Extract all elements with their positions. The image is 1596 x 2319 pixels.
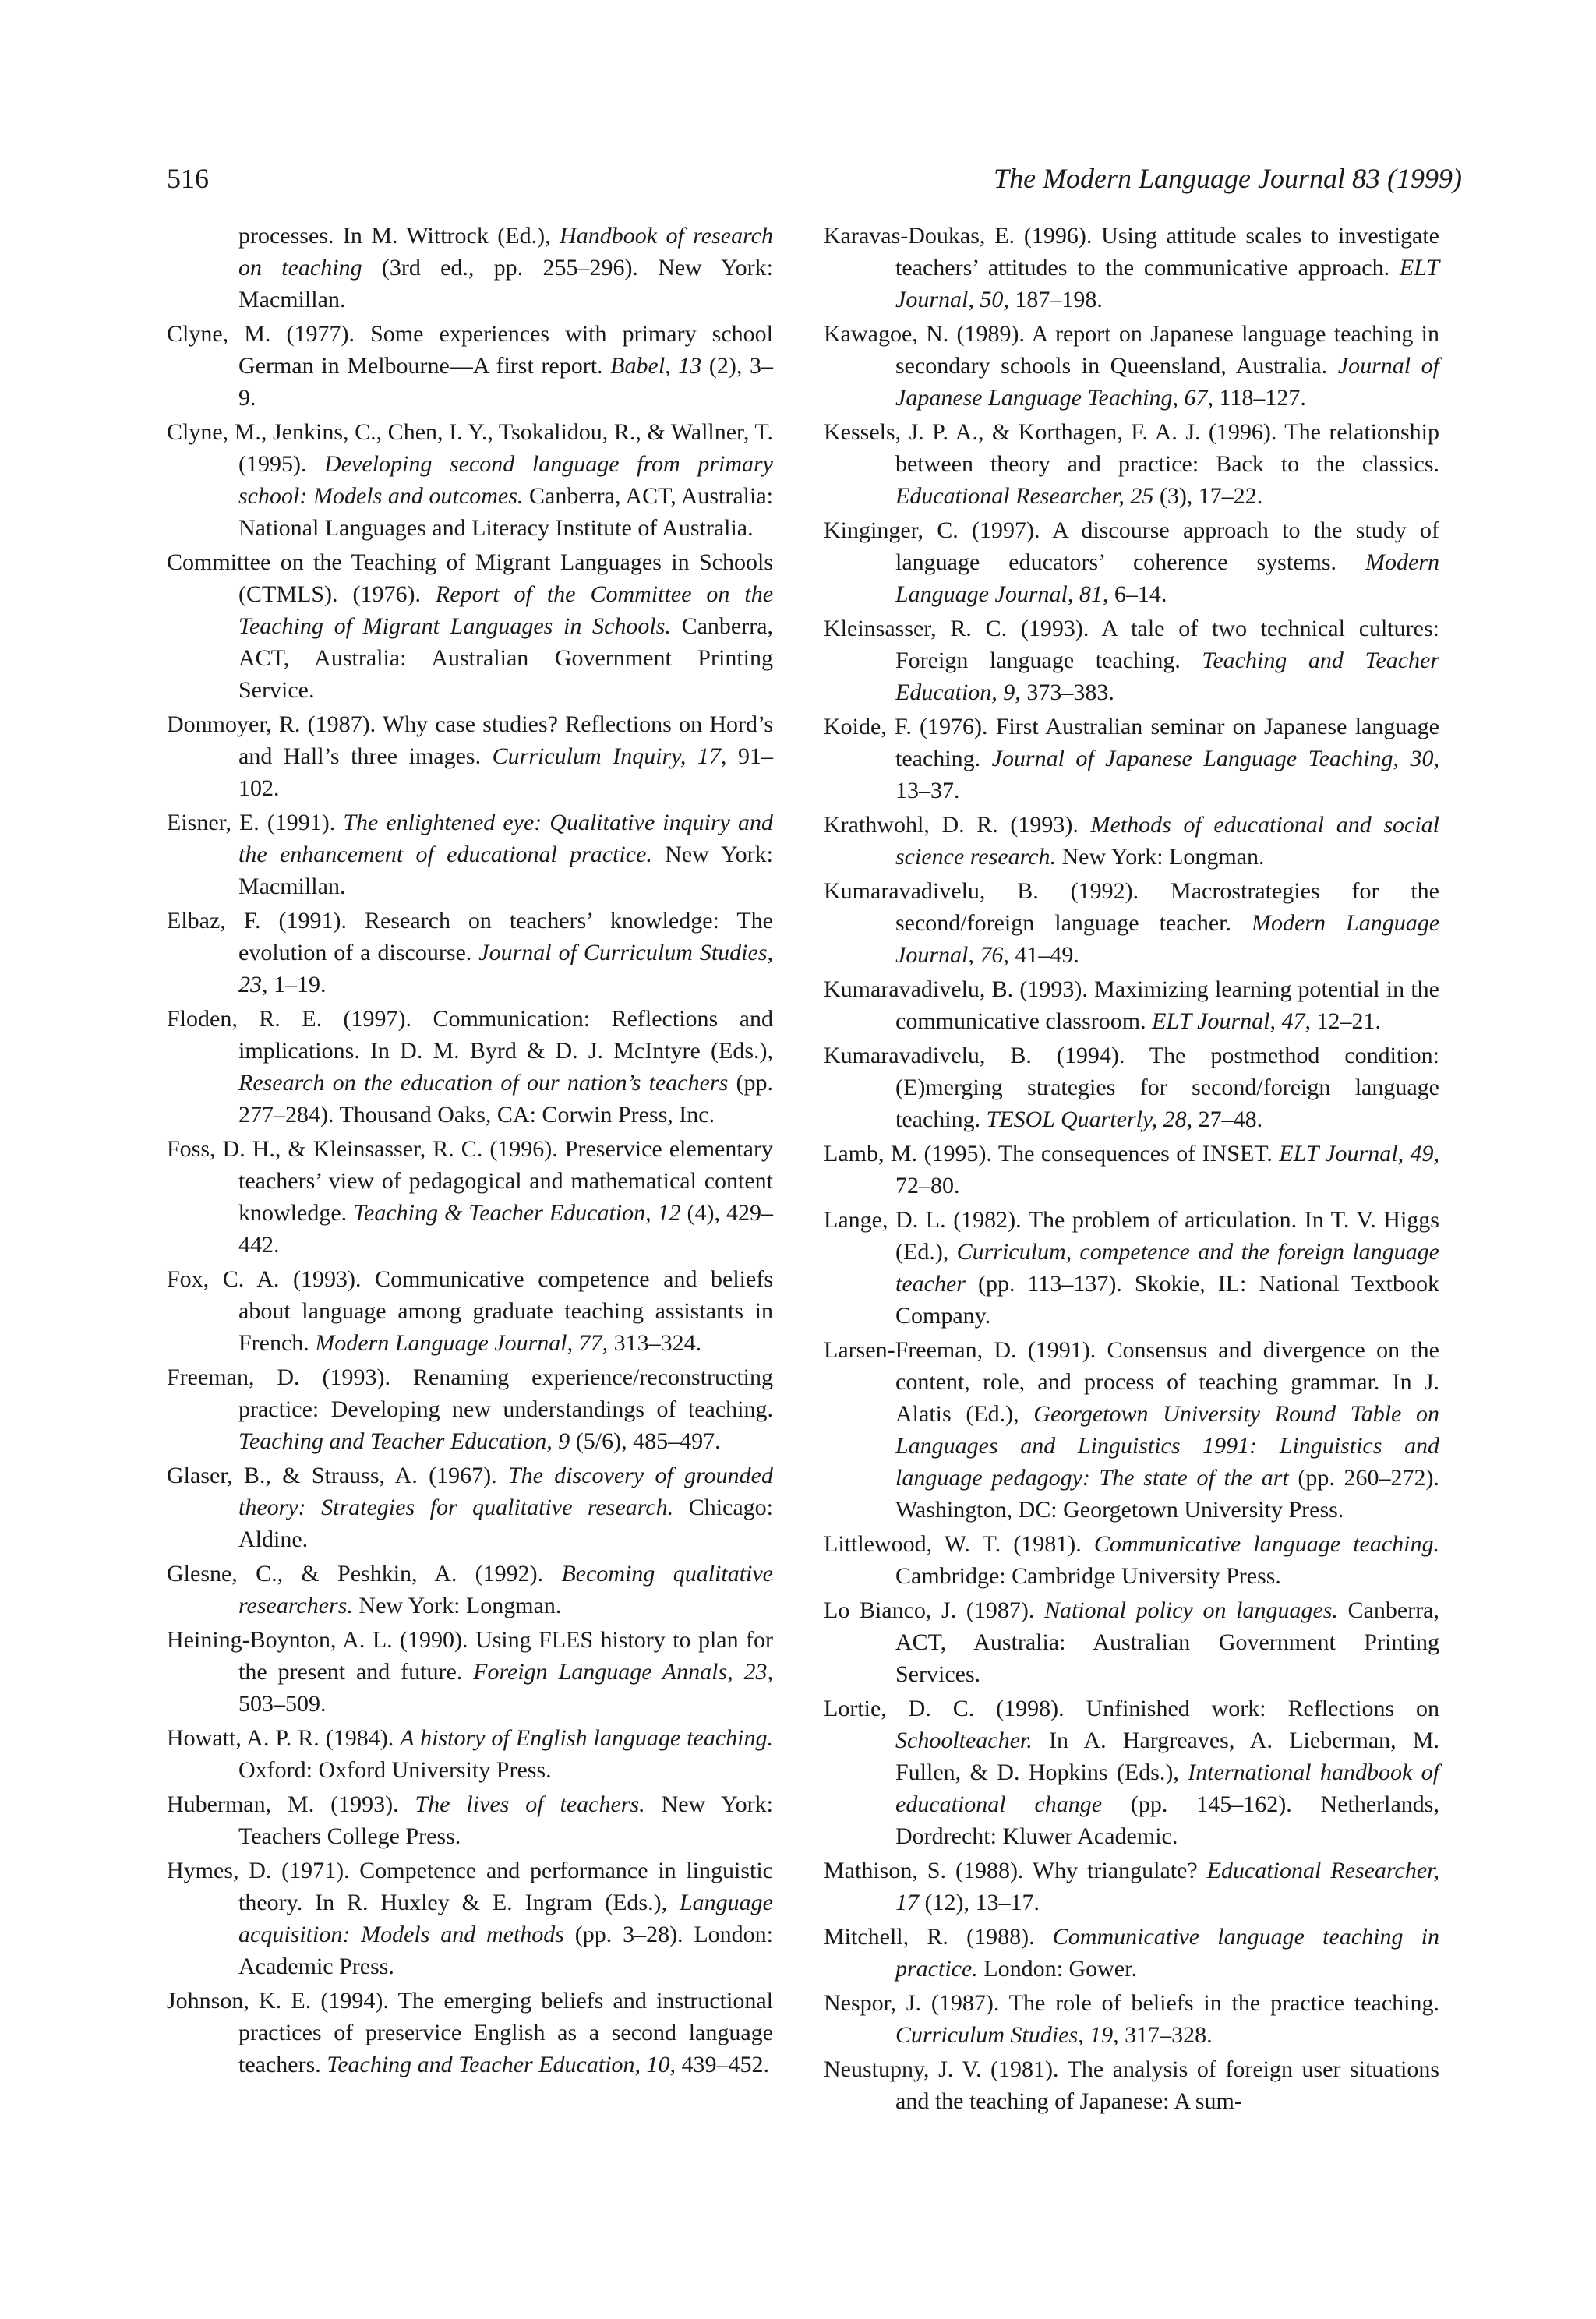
reference-text: Committee on the Teaching of Migrant Languages in Schools (CTMLS). (1976).	[167, 549, 773, 607]
reference-title: Modern Language Journal, 76,	[895, 910, 1440, 968]
reference-text: New York: Macmillan.	[238, 842, 773, 899]
reference-text: Hymes, D. (1971). Competence and performance in linguistic theory. In R. Huxley & E. Ingram (Eds.),	[167, 1858, 773, 1915]
reference-text: Kessels, J. P. A., & Korthagen, F. A. J. (1996). The relationship between theory and practice: Back to the classics.	[824, 419, 1439, 477]
reference-text: 187–198.	[1008, 287, 1103, 312]
reference-text: In A. Hargreaves, A. Lieberman, M. Fullen, & D. Hopkins (Eds.),	[895, 1728, 1439, 1785]
reference-title: Teaching and Teacher Education, 10,	[327, 2052, 676, 2077]
reference-entry	[167, 1460, 773, 1555]
reference-entry	[167, 220, 773, 316]
reference-text: Kinginger, C. (1997). A discourse approach to the study of language educators’ coherence systems.	[824, 517, 1439, 575]
reference-text: Littlewood, W. T. (1981).	[824, 1531, 1094, 1557]
reference-text: 41–49.	[1008, 942, 1079, 968]
reference-text: (pp. 145–162). Netherlands, Dordrecht: Kluwer Academic.	[895, 1791, 1439, 1849]
reference-entry	[824, 1987, 1439, 2051]
reference-entry	[167, 1722, 773, 1786]
reference-text: Eisner, E. (1991).	[167, 810, 344, 835]
reference-text: (3rd ed., pp. 255–296). New York: Macmillan.	[238, 255, 773, 312]
reference-title: Handbook of research on teaching	[238, 223, 773, 281]
reference-entry	[167, 1985, 773, 2081]
reference-entry	[167, 1133, 773, 1261]
reference-text: Krathwohl, D. R. (1993).	[824, 812, 1091, 838]
reference-text: 6–14.	[1108, 581, 1167, 607]
reference-title: International handbook of educational change	[895, 1760, 1439, 1817]
reference-entry	[824, 220, 1439, 316]
reference-title: Journal of Curriculum Studies, 23,	[238, 940, 773, 997]
reference-text: (pp. 113–137). Skokie, IL: National Textbook Company.	[895, 1271, 1439, 1329]
reference-text: Lamb, M. (1995). The consequences of INSET.	[824, 1141, 1280, 1167]
reference-entry	[824, 1594, 1439, 1690]
page-header	[167, 162, 1462, 201]
reference-text: Foss, D. H., & Kleinsasser, R. C. (1996). Preservice elementary teachers’ view of pedagogical and mathematical content knowledge.	[167, 1136, 773, 1226]
reference-text: Heining-Boynton, A. L. (1990). Using FLES history to plan for the present and future.	[167, 1627, 773, 1685]
reference-title: Methods of educational and social science research.	[895, 812, 1439, 870]
reference-text: Chicago: Aldine.	[238, 1495, 773, 1552]
reference-text: Elbaz, F. (1991). Research on teachers’ knowledge: The evolution of a discourse.	[167, 908, 773, 965]
reference-text: (3), 17–22.	[1153, 483, 1263, 509]
reference-text: Clyne, M. (1977). Some experiences with primary school German in Melbourne—A first report.	[167, 321, 773, 379]
reference-text: Howatt, A. P. R. (1984).	[167, 1725, 401, 1751]
reference-text: Mathison, S. (1988). Why triangulate?	[824, 1858, 1207, 1883]
reference-title: Research on the education of our nation’s teachers	[238, 1070, 729, 1096]
reference-entry	[167, 1624, 773, 1720]
reference-text: (pp. 277–284). Thousand Oaks, CA: Corwin Press, Inc.	[238, 1070, 773, 1128]
reference-entry	[167, 416, 773, 544]
reference-text: 13–37.	[895, 778, 960, 803]
reference-text: Freeman, D. (1993). Renaming experience/reconstructing practice: Developing new understandings of teaching.	[167, 1364, 773, 1422]
reference-text: New York: Longman.	[1056, 844, 1265, 870]
reference-text: processes. In M. Wittrock (Ed.),	[238, 223, 560, 249]
reference-entry	[824, 1528, 1439, 1592]
reference-entry	[824, 1692, 1439, 1852]
reference-entry	[824, 711, 1439, 807]
reference-title: Curriculum Inquiry, 17,	[492, 743, 727, 769]
reference-text: Kleinsasser, R. C. (1993). A tale of two technical cultures: Foreign language teaching.	[824, 616, 1439, 673]
reference-title: Babel, 13	[610, 353, 702, 379]
reference-title: Journal of Japanese Language Teaching, 67,	[895, 353, 1439, 411]
reference-text: Kumaravadivelu, B. (1993). Maximizing learning potential in the communicative classroom.	[824, 976, 1439, 1034]
page-number: 516	[167, 163, 209, 194]
references-left-column	[167, 220, 773, 2083]
reference-title: Educational Researcher, 17	[895, 1858, 1439, 1915]
reference-text: Canberra, ACT, Australia: Australian Government Printing Services.	[895, 1597, 1439, 1687]
reference-text: 373–383.	[1020, 679, 1114, 705]
references-right-column	[824, 220, 1439, 2120]
reference-text: Karavas-Doukas, E. (1996). Using attitude scales to investigate teachers’ attitudes to the communicative approach.	[824, 223, 1439, 281]
reference-title: Developing second language from primary school: Models and outcomes.	[238, 451, 773, 509]
reference-text: (4), 429–442.	[238, 1200, 773, 1258]
reference-text: Oxford: Oxford University Press.	[238, 1757, 552, 1783]
reference-title: Educational Researcher, 25	[895, 483, 1154, 509]
reference-text: Neustupny, J. V. (1981). The analysis of foreign user situations and the teaching of Japanese: A sum-	[824, 2056, 1439, 2114]
reference-text: Nespor, J. (1987). The role of beliefs in the practice teaching.	[824, 1990, 1439, 2016]
reference-text: 12–21.	[1310, 1008, 1381, 1034]
reference-text: Johnson, K. E. (1994). The emerging beliefs and instructional practices of preservice English as a second language teachers.	[167, 1988, 773, 2077]
reference-title: ELT Journal, 49,	[1279, 1141, 1439, 1167]
reference-title: Teaching & Teacher Education, 12	[353, 1200, 681, 1226]
reference-text: London: Gower.	[977, 1956, 1137, 1982]
reference-entry	[824, 1855, 1439, 1918]
reference-title: The enlightened eye: Qualitative inquiry and the enhancement of educational practice.	[238, 810, 773, 867]
reference-text: 91–102.	[238, 743, 773, 801]
reference-text: Glesne, C., & Peshkin, A. (1992).	[167, 1561, 562, 1587]
reference-text: Lortie, D. C. (1998). Unfinished work: Reflections on	[824, 1696, 1439, 1721]
reference-title: Teaching and Teacher Education, 9	[238, 1428, 570, 1454]
reference-text: 317–328.	[1118, 2022, 1213, 2048]
reference-title: Modern Language Journal, 81,	[895, 549, 1439, 607]
reference-title: Curriculum Studies, 19,	[895, 2022, 1119, 2048]
reference-entry	[824, 1039, 1439, 1135]
reference-text: Glaser, B., & Strauss, A. (1967).	[167, 1463, 508, 1488]
reference-entry	[824, 612, 1439, 708]
reference-entry	[824, 809, 1439, 873]
reference-text: 27–48.	[1192, 1107, 1263, 1132]
reference-text: 118–127.	[1213, 385, 1306, 411]
reference-entry	[824, 1138, 1439, 1202]
reference-text: Larsen-Freeman, D. (1991). Consensus and divergence on the content, role, and process of teaching grammar. In J. Alatis (Ed.),	[824, 1337, 1439, 1427]
reference-text: Clyne, M., Jenkins, C., Chen, I. Y., Tsokalidou, R., & Wallner, T. (1995).	[167, 419, 773, 477]
reference-text: Canberra, ACT, Australia: Australian Government Printing Service.	[238, 613, 774, 703]
reference-entry	[824, 514, 1439, 610]
reference-text: (pp. 3–28). London: Academic Press.	[238, 1922, 773, 1979]
reference-text: Koide, F. (1976). First Australian seminar on Japanese language teaching.	[824, 714, 1439, 771]
reference-title: Communicative language teaching.	[1093, 1531, 1439, 1557]
reference-entry	[167, 1558, 773, 1622]
reference-entry	[167, 1263, 773, 1359]
running-head: The Modern Language Journal 83 (1999)	[994, 163, 1462, 194]
reference-text: 1–19.	[267, 972, 327, 997]
reference-text: Mitchell, R. (1988).	[824, 1924, 1053, 1950]
reference-text: Kumaravadivelu, B. (1992). Macrostrategies for the second/foreign language teacher.	[824, 878, 1439, 936]
reference-entry	[824, 875, 1439, 971]
reference-title: Georgetown University Round Table on Languages and Linguistics 1991: Linguistics and language pedagogy: The state of the art	[895, 1401, 1440, 1491]
reference-title: Schoolteacher.	[895, 1728, 1033, 1753]
reference-title: Becoming qualitative researchers.	[238, 1561, 773, 1618]
reference-title: ELT Journal, 50,	[895, 255, 1439, 312]
reference-entry	[824, 1334, 1439, 1526]
reference-title: Communicative language teaching in practice.	[895, 1924, 1439, 1982]
reference-entry	[167, 1361, 773, 1457]
reference-title: ELT Journal, 47,	[1152, 1008, 1311, 1034]
reference-entry	[167, 1003, 773, 1131]
reference-entry	[824, 2053, 1439, 2117]
reference-title: Journal of Japanese Language Teaching, 30,	[991, 746, 1439, 771]
reference-entry	[824, 416, 1439, 512]
reference-title: Foreign Language Annals, 23,	[473, 1659, 773, 1685]
reference-text: Canberra, ACT, Australia: National Languages and Literacy Institute of Australia.	[238, 483, 774, 541]
reference-text: Floden, R. E. (1997). Communication: Reflections and implications. In D. M. Byrd & D. J. McIntyre (Eds.),	[167, 1006, 773, 1064]
reference-entry	[167, 1788, 773, 1852]
reference-title: The discovery of grounded theory: Strategies for qualitative research.	[238, 1463, 773, 1520]
reference-title: Curriculum, competence and the foreign language teacher	[895, 1239, 1440, 1297]
reference-entry	[824, 318, 1439, 414]
reference-entry	[824, 1921, 1439, 1985]
reference-entry	[167, 807, 773, 902]
reference-text: (5/6), 485–497.	[570, 1428, 721, 1454]
reference-text: Lo Bianco, J. (1987).	[824, 1597, 1044, 1623]
reference-text: 503–509.	[238, 1691, 327, 1717]
reference-entry	[167, 708, 773, 804]
reference-entry	[167, 318, 773, 414]
reference-text: 313–324.	[608, 1330, 702, 1356]
reference-title: National policy on languages.	[1043, 1597, 1338, 1623]
reference-text: Cambridge: Cambridge University Press.	[895, 1563, 1281, 1589]
reference-entry	[167, 546, 773, 706]
reference-title: Modern Language Journal, 77,	[315, 1330, 609, 1356]
reference-text: (2), 3–9.	[238, 353, 774, 411]
reference-text: Huberman, M. (1993).	[167, 1791, 415, 1817]
reference-text: Kawagoe, N. (1989). A report on Japanese language teaching in secondary schools in Queensland, Australia.	[824, 321, 1439, 379]
reference-title: Teaching and Teacher Education, 9,	[895, 648, 1439, 705]
reference-text: Lange, D. L. (1982). The problem of articulation. In T. V. Higgs (Ed.),	[824, 1207, 1439, 1265]
reference-entry	[167, 905, 773, 1001]
reference-text: (pp. 260–272). Washington, DC: Georgetown University Press.	[895, 1465, 1439, 1523]
reference-title: Report of the Committee on the Teaching of Migrant Languages in Schools.	[238, 581, 774, 639]
reference-title: TESOL Quarterly, 28,	[986, 1107, 1193, 1132]
reference-entry	[167, 1855, 773, 1982]
reference-text: 72–80.	[895, 1173, 960, 1198]
reference-text: New York: Longman.	[352, 1593, 562, 1618]
reference-text: 439–452.	[676, 2052, 770, 2077]
reference-entry	[824, 973, 1439, 1037]
reference-text: (12), 13–17.	[919, 1890, 1040, 1915]
reference-title: Language acquisition: Models and methods	[238, 1890, 773, 1947]
reference-title: A history of English language teaching.	[400, 1725, 773, 1751]
reference-text: Fox, C. A. (1993). Communicative competence and beliefs about language among graduate teaching assistants in French.	[167, 1266, 773, 1356]
reference-text: Donmoyer, R. (1987). Why case studies? Reflections on Hord’s and Hall’s three images.	[167, 711, 773, 769]
reference-entry	[824, 1204, 1439, 1332]
reference-title: The lives of teachers.	[415, 1791, 645, 1817]
reference-text: Kumaravadivelu, B. (1994). The postmethod condition: (E)merging strategies for second/foreign language teaching.	[824, 1043, 1439, 1132]
reference-text: New York: Teachers College Press.	[238, 1791, 773, 1849]
